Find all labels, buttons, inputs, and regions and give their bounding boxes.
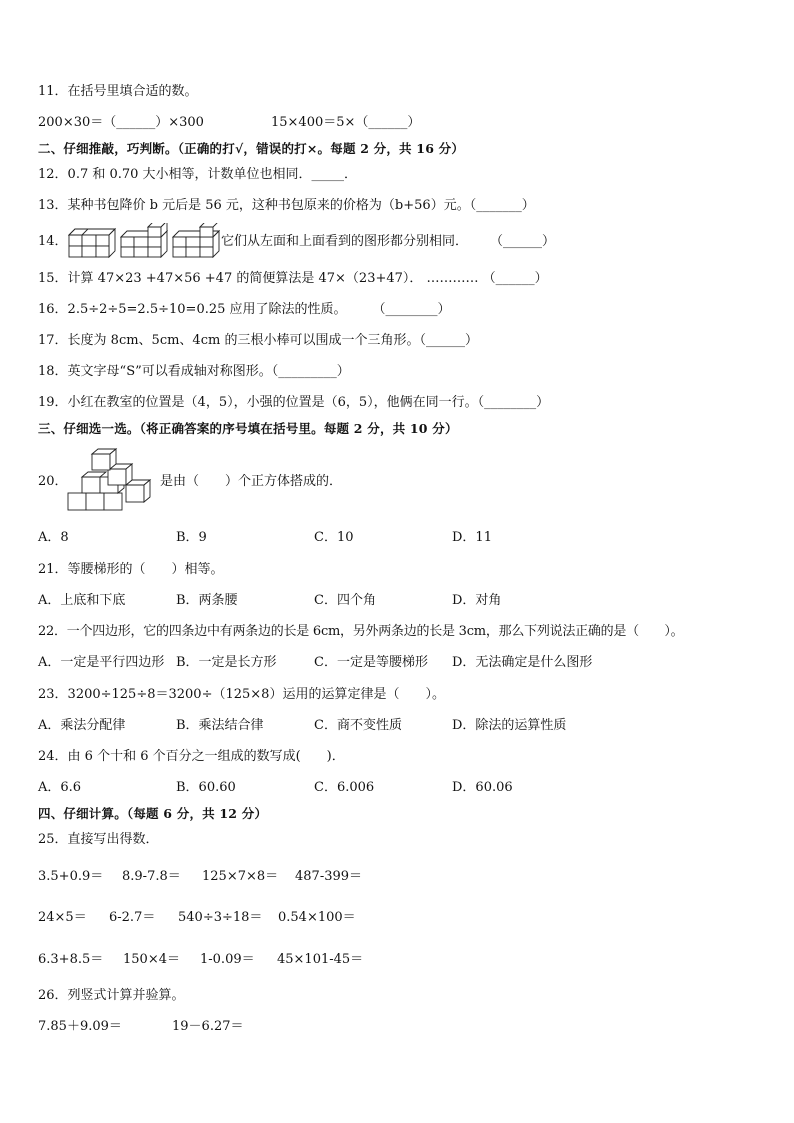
q20-option-a: A．8 xyxy=(38,530,69,545)
q21-option-c: C．四个角 xyxy=(314,593,376,608)
q24-option-b: B．60.60 xyxy=(176,780,236,795)
q22-text: 22．一个四边形，它的四条边中有两条边的长是 6cm，另外两条边的长是 3cm，那么下列说法正确的是（ ）。 xyxy=(38,624,684,639)
q16: 16．2.5÷2÷5=2.5÷10=0.25 应用了除法的性质。 （________） xyxy=(38,302,451,317)
q22-option-b: B．一定是长方形 xyxy=(176,655,277,670)
q25-r2-c3: 540÷3÷18＝ xyxy=(178,910,263,925)
q15: 15．计算 47×23 +47×56 +47 的简便算法是 47×（23+47）． ………… （______） xyxy=(38,271,548,286)
q23-option-d: D．除法的运算性质 xyxy=(452,718,567,733)
q12: 12．0.7 和 0.70 大小相等，计数单位也相同．_____． xyxy=(38,167,358,182)
q11-left: 200×30＝（______）×300 xyxy=(38,115,204,130)
q25-r3-c2: 150×4＝ xyxy=(123,952,180,967)
q26-item-2: 19－6.27＝ xyxy=(172,1019,244,1034)
q26-title: 26．列竖式计算并验算。 xyxy=(38,988,185,1003)
q25-r3-c4: 45×101-45＝ xyxy=(277,952,364,967)
q22-option-c: C．一定是等腰梯形 xyxy=(314,655,428,670)
q25-r3-c3: 1-0.09＝ xyxy=(200,952,255,967)
q25-r2-c1: 24×5＝ xyxy=(38,910,87,925)
section-4-heading: 四、仔细计算。（每题 6 分，共 12 分） xyxy=(38,806,268,821)
q21-option-d: D．对角 xyxy=(452,593,502,608)
q13: 13．某种书包降价 b 元后是 56 元，这种书包原来的价格为（b+56）元。（_______） xyxy=(38,198,535,213)
cube-figure-2 xyxy=(121,223,167,257)
q26-item-1: 7.85＋9.09＝ xyxy=(38,1019,122,1034)
q21-option-b: B．两条腰 xyxy=(176,593,238,608)
q24-option-d: D．60.06 xyxy=(452,780,513,795)
q24-text: 24．由 6 个十和 6 个百分之一组成的数写成( )． xyxy=(38,749,345,764)
q20-option-d: D．11 xyxy=(452,530,492,545)
q22-option-d: D．无法确定是什么图形 xyxy=(452,655,593,670)
q20-option-c: C．10 xyxy=(314,530,354,545)
q21-option-a: A．上底和下底 xyxy=(38,593,126,608)
q25-r3-c1: 6.3+8.5＝ xyxy=(38,952,104,967)
q11-right: 15×400＝5×（______） xyxy=(271,115,421,130)
q17: 17．长度为 8cm、5cm、4cm 的三根小棒可以围成一个三角形。（______） xyxy=(38,333,478,348)
q25-r2-c4: 0.54×100＝ xyxy=(278,910,356,925)
q14-number: 14． xyxy=(38,234,68,249)
q20-text: 是由（ ）个正方体搭成的． xyxy=(160,474,343,489)
q11-title: 11．在括号里填合适的数。 xyxy=(38,84,198,99)
cube-figure-3 xyxy=(173,223,219,257)
section-3-heading: 三、仔细选一选。（将正确答案的序号填在括号里。每题 2 分，共 10 分） xyxy=(38,421,458,436)
q22-option-a: A．一定是平行四边形 xyxy=(38,655,165,670)
q20-number: 20． xyxy=(38,474,68,489)
q14-text: 它们从左面和上面看到的图形都分别相同． xyxy=(221,234,469,249)
q20-cube-stack xyxy=(62,445,154,513)
q25-r1-c4: 487-399＝ xyxy=(295,869,363,884)
q25-r2-c2: 6-2.7＝ xyxy=(109,910,156,925)
q14-cube-figures xyxy=(64,223,222,259)
q23-option-a: A．乘法分配律 xyxy=(38,718,126,733)
q19: 19．小红在教室的位置是（4，5），小强的位置是（6，5），他俩在同一行。（________） xyxy=(38,395,550,410)
cube-figure-1 xyxy=(69,229,115,257)
q25-r1-c3: 125×7×8＝ xyxy=(202,869,279,884)
q25-r1-c1: 3.5+0.9＝ xyxy=(38,869,104,884)
q24-option-c: C．6.006 xyxy=(314,780,375,795)
q23-option-b: B．乘法结合律 xyxy=(176,718,264,733)
q21-text: 21．等腰梯形的（ ）相等。 xyxy=(38,562,224,577)
q18: 18．英文字母“S”可以看成轴对称图形。（_________） xyxy=(38,364,350,379)
q14-blank: （______） xyxy=(490,234,556,249)
section-2-heading: 二、仔细推敲，巧判断。（正确的打√，错误的打×。每题 2 分，共 16 分） xyxy=(38,141,465,156)
q24-option-a: A．6.6 xyxy=(38,780,82,795)
q20-option-b: B．9 xyxy=(176,530,207,545)
q25-r1-c2: 8.9-7.8＝ xyxy=(122,869,181,884)
q23-text: 23．3200÷125÷8＝3200÷（125×8）运用的运算定律是（ ）。 xyxy=(38,687,445,702)
q23-option-c: C．商不变性质 xyxy=(314,718,402,733)
q25-title: 25．直接写出得数． xyxy=(38,832,159,847)
